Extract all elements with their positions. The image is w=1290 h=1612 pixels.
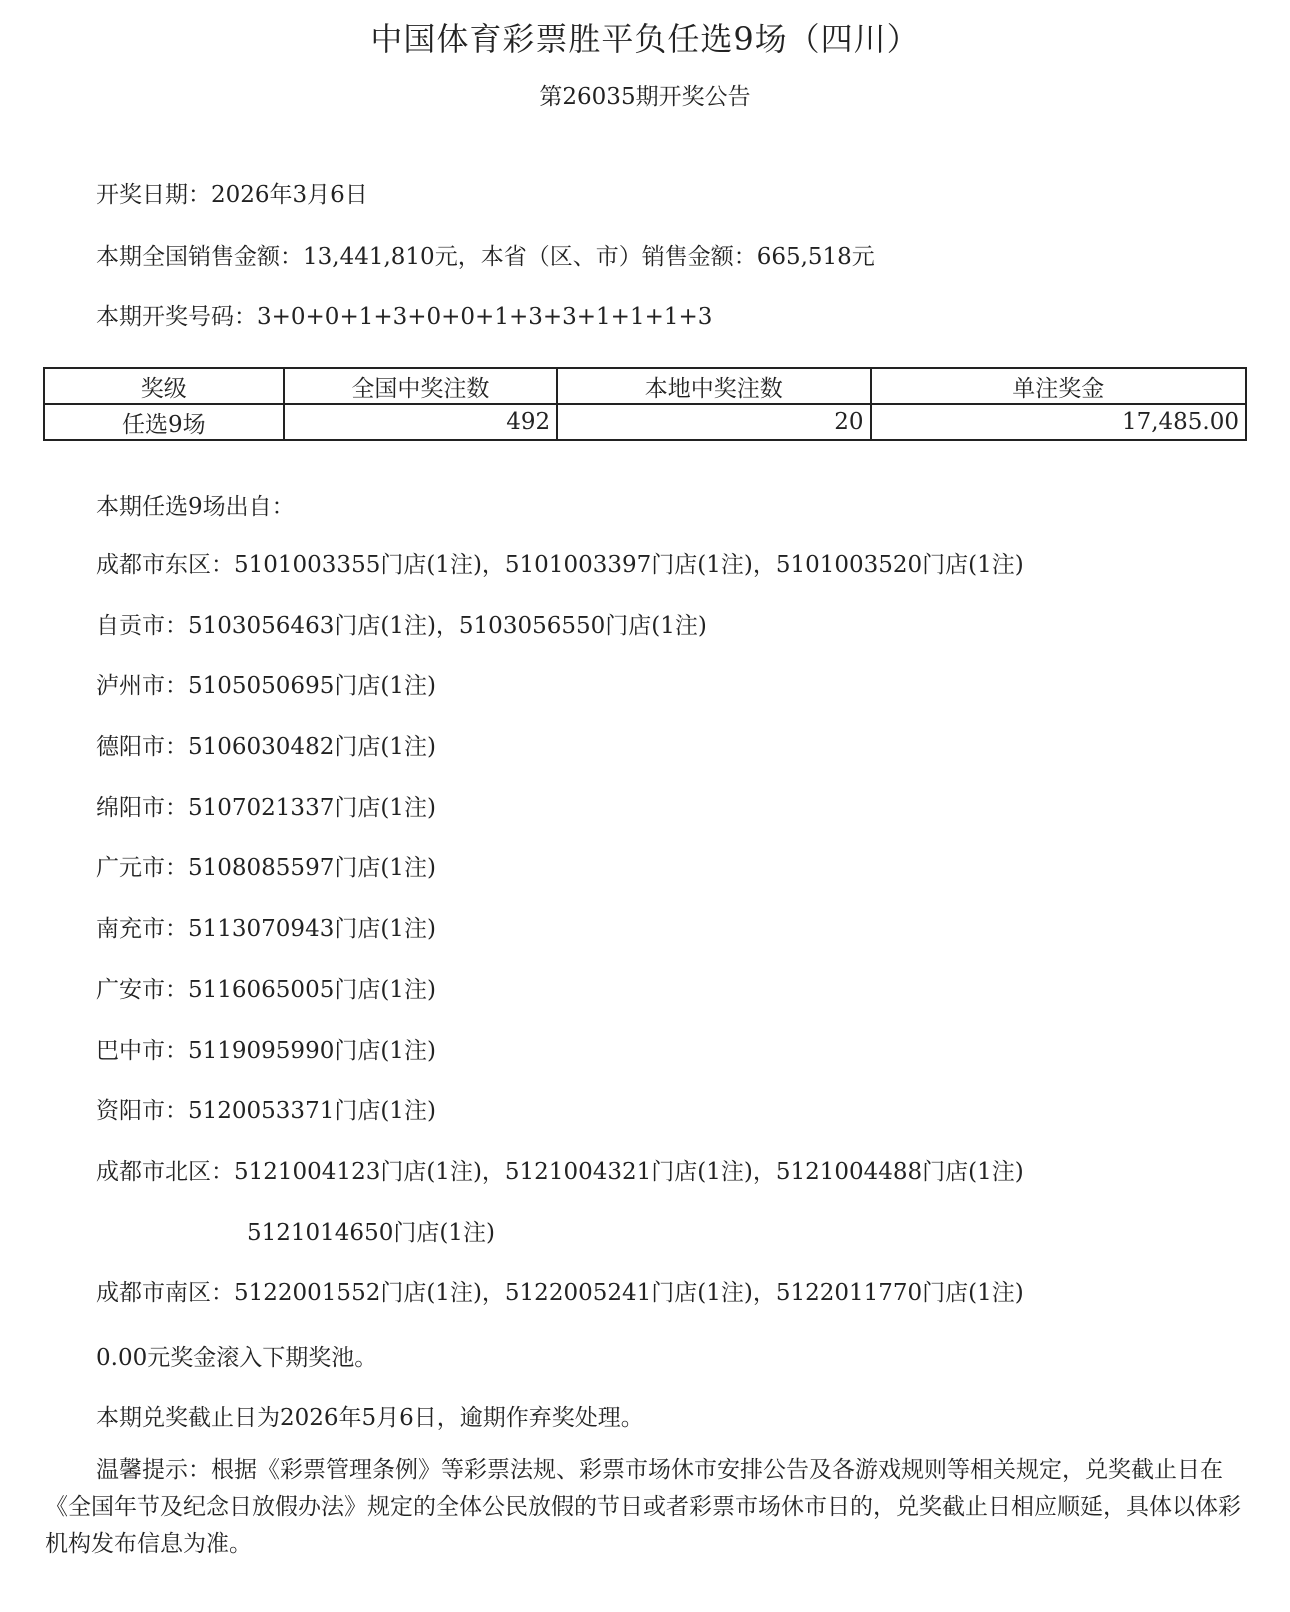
table-row	[44, 404, 1246, 440]
winner-shops: 5121014650门店(1注)	[247, 1219, 495, 1246]
winner-shops: 5105050695门店(1注)	[188, 673, 436, 700]
winner-city: 泸州市：	[96, 673, 188, 700]
list-item	[96, 728, 1246, 789]
winner-city: 巴中市：	[96, 1037, 188, 1064]
header-level: 奖级	[44, 368, 284, 404]
winner-city	[96, 1214, 247, 1275]
list-item	[96, 1153, 1246, 1214]
header-prize-amount: 单注奖金	[871, 368, 1247, 404]
cell-national-count: 492	[284, 404, 558, 440]
cell-prize-amount: 17,485.00	[871, 404, 1247, 440]
issue-subtitle: 第26035期开奖公告	[539, 84, 751, 110]
winner-city: 成都市南区：	[96, 1280, 234, 1307]
winner-shops: 5103056463门店(1注)，5103056550门店(1注)	[188, 612, 707, 639]
rollover-note: 0.00元奖金滚入下期奖池。	[96, 1345, 378, 1371]
winner-city: 自贡市：	[96, 612, 188, 639]
winner-city: 广元市：	[96, 855, 188, 882]
winner-shops: 5106030482门店(1注)	[188, 734, 436, 761]
winner-shops: 5120053371门店(1注)	[188, 1098, 436, 1125]
winners-title: 本期任选9场出自：	[96, 494, 295, 520]
winner-city: 广安市：	[96, 976, 188, 1003]
winner-city: 德阳市：	[96, 734, 188, 761]
cell-local-count: 20	[557, 404, 870, 440]
winner-shops: 5113070943门店(1注)	[188, 916, 436, 943]
winners-list	[96, 546, 1246, 1335]
winner-shops: 5122001552门店(1注)，5122005241门店(1注)，5122011770门店(1注)	[234, 1280, 1024, 1307]
list-item	[96, 1214, 1246, 1275]
winner-shops: 5101003355门店(1注)，5101003397门店(1注)，5101003520门店(1注)	[234, 552, 1024, 578]
list-item	[96, 1092, 1246, 1153]
prize-table	[43, 367, 1247, 441]
list-item	[96, 1274, 1246, 1335]
winning-numbers: 本期开奖号码：3+0+0+1+3+0+0+1+3+3+1+1+1+3	[96, 304, 713, 330]
list-item	[96, 849, 1246, 910]
prize-table-header	[44, 368, 1246, 404]
winner-city: 成都市东区：	[96, 552, 234, 578]
winner-city: 绵阳市：	[96, 794, 188, 821]
page-title: 中国体育彩票胜平负任选9场（四川）	[370, 20, 920, 58]
header-local-count: 本地中奖注数	[557, 368, 870, 404]
winner-shops: 5119095990门店(1注)	[188, 1037, 436, 1064]
winner-shops: 5107021337门店(1注)	[188, 794, 436, 821]
winner-shops: 5121004123门店(1注)，5121004321门店(1注)，5121004488门店(1注)	[234, 1158, 1024, 1185]
winner-shops: 5116065005门店(1注)	[188, 976, 436, 1003]
draw-date: 开奖日期：2026年3月6日	[96, 182, 368, 208]
claim-deadline: 本期兑奖截止日为2026年5月6日，逾期作弃奖处理。	[96, 1405, 644, 1431]
list-item	[96, 910, 1246, 971]
header-national-count: 全国中奖注数	[284, 368, 558, 404]
cell-level: 任选9场	[44, 404, 284, 440]
winner-city: 南充市：	[96, 916, 188, 943]
winner-city: 成都市北区：	[96, 1158, 234, 1185]
list-item	[96, 546, 1246, 607]
sales-amount: 本期全国销售金额：13,441,810元，本省（区、市）销售金额：665,518元	[96, 244, 875, 270]
winner-city: 资阳市：	[96, 1098, 188, 1125]
list-item	[96, 789, 1246, 850]
list-item	[96, 607, 1246, 668]
winner-shops: 5108085597门店(1注)	[188, 855, 436, 882]
list-item	[96, 1032, 1246, 1093]
list-item	[96, 971, 1246, 1032]
list-item	[96, 667, 1246, 728]
warm-tip: 温馨提示：根据《彩票管理条例》等彩票法规、彩票市场休市安排公告及各游戏规则等相关规定，兑奖截止日在《全国年节及纪念日放假办法》规定的全体公民放假的节日或者彩票市场休市日的，兑奖截止日相应顺延，具体以体彩机构发布信息为准。	[45, 1457, 1241, 1557]
